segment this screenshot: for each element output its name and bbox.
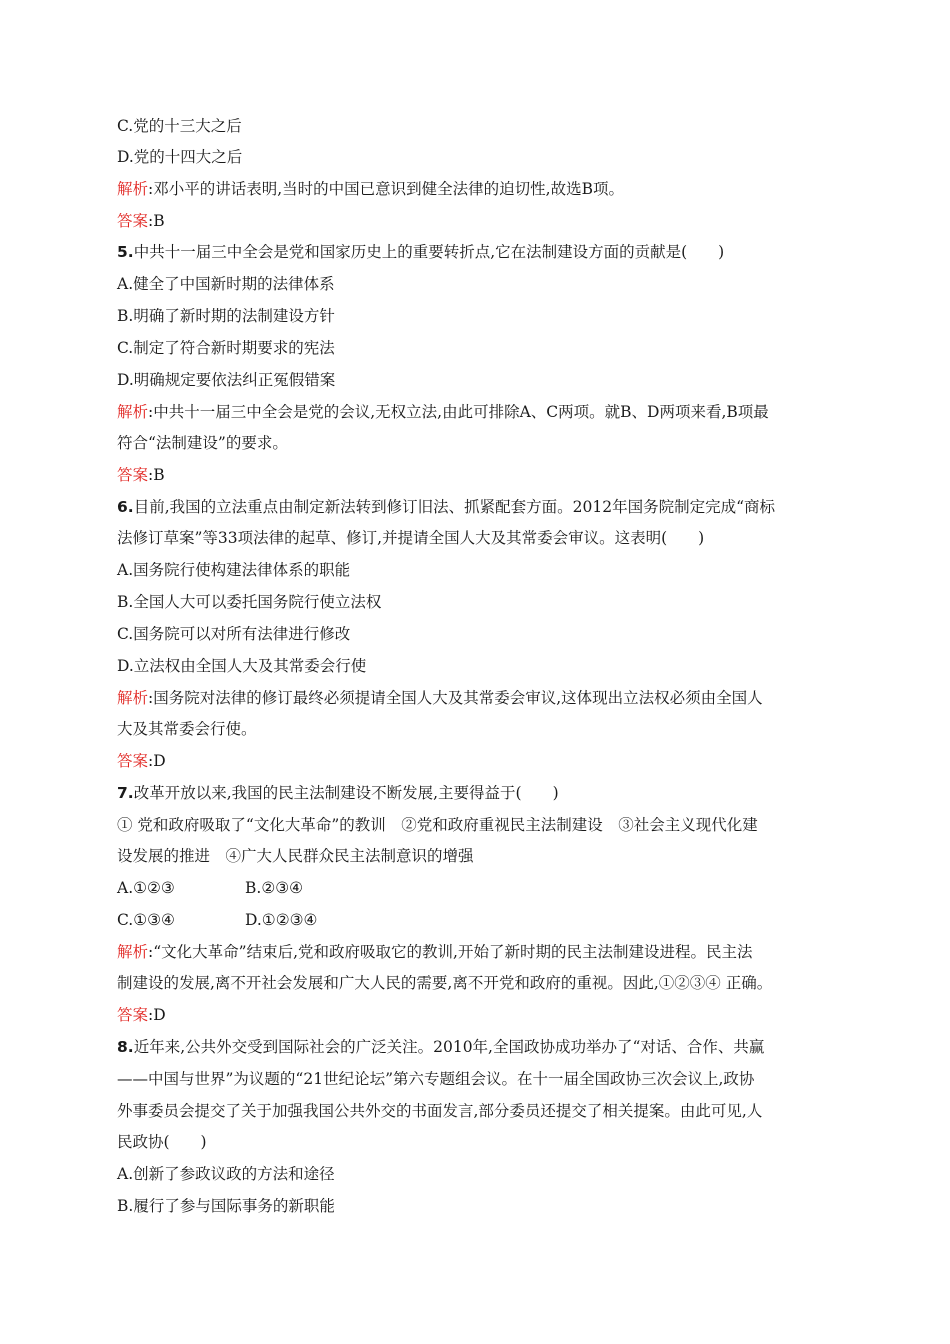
q8-option-a: A.创新了参政议政的方法和途径 bbox=[117, 1165, 335, 1183]
q7-options-row-1 bbox=[117, 877, 304, 899]
answer-text: :D bbox=[148, 752, 166, 770]
question-8-cont-3: 民政协( ) bbox=[117, 1133, 207, 1151]
explanation-label: 解析 bbox=[117, 180, 149, 198]
answer-text: :D bbox=[148, 1006, 166, 1024]
q6-explanation bbox=[117, 687, 763, 709]
explanation-label: 解析 bbox=[117, 403, 149, 421]
explanation-label: 解析 bbox=[117, 689, 149, 707]
q5-explanation-cont: 符合“法制建设”的要求。 bbox=[117, 434, 288, 452]
option-c-prev: C.党的十三大之后 bbox=[117, 117, 242, 135]
question-number: 8. bbox=[117, 1038, 134, 1056]
answer-prev bbox=[117, 210, 165, 232]
q8-option-b: B.履行了参与国际事务的新职能 bbox=[117, 1197, 335, 1215]
q5-answer bbox=[117, 464, 165, 486]
question-text: 目前,我国的立法重点由制定新法转到修订旧法、抓紧配套方面。2012年国务院制定完成“商标 bbox=[133, 498, 775, 516]
question-8-cont-2: 外事委员会提交了关于加强我国公共外交的书面发言,部分委员还提交了相关提案。由此可见,人 bbox=[117, 1102, 763, 1120]
question-8-cont-1: ——中国与世界”为议题的“21世纪论坛”第六专题组会议。在十一届全国政协三次会议上,政协 bbox=[117, 1070, 755, 1088]
q7-answer bbox=[117, 1004, 166, 1026]
explanation-text: :邓小平的讲话表明,当时的中国已意识到健全法律的迫切性,故选B项。 bbox=[148, 180, 624, 198]
q6-option-b: B.全国人大可以委托国务院行使立法权 bbox=[117, 593, 382, 611]
answer-text: :B bbox=[148, 466, 165, 484]
explanation-label: 解析 bbox=[117, 943, 149, 961]
question-8 bbox=[117, 1036, 764, 1058]
q6-option-c: C.国务院可以对所有法律进行修改 bbox=[117, 625, 351, 643]
question-7 bbox=[117, 782, 559, 804]
q6-option-d: D.立法权由全国人大及其常委会行使 bbox=[117, 657, 367, 675]
q6-explanation-cont: 大及其常委会行使。 bbox=[117, 720, 257, 738]
explanation-prev bbox=[117, 178, 624, 200]
q7-option-d: D.①②③④ bbox=[245, 911, 318, 929]
answer-label: 答案 bbox=[117, 1006, 149, 1024]
question-text: 改革开放以来,我国的民主法制建设不断发展,主要得益于( ) bbox=[133, 784, 559, 802]
question-text: 近年来,公共外交受到国际社会的广泛关注。2010年,全国政协成功举办了“对话、合作、共赢 bbox=[133, 1038, 765, 1056]
question-6 bbox=[117, 496, 775, 518]
q5-option-d: D.明确规定要依法纠正冤假错案 bbox=[117, 371, 336, 389]
question-number: 6. bbox=[117, 498, 134, 516]
q5-option-a: A.健全了中国新时期的法律体系 bbox=[117, 275, 335, 293]
q5-explanation bbox=[117, 401, 769, 423]
answer-label: 答案 bbox=[117, 466, 149, 484]
q7-explanation bbox=[117, 941, 752, 963]
explanation-text: :中共十一届三中全会是党的会议,无权立法,由此可排除A、C两项。就B、D两项来看,B项最 bbox=[148, 403, 769, 421]
q5-option-b: B.明确了新时期的法制建设方针 bbox=[117, 307, 335, 325]
explanation-text: :“文化大革命”结束后,党和政府吸取它的教训,开始了新时期的民主法制建设进程。民主法 bbox=[148, 943, 753, 961]
explanation-text: :国务院对法律的修订最终必须提请全国人大及其常委会审议,这体现出立法权必须由全国人 bbox=[148, 689, 763, 707]
question-6-cont: 法修订草案”等33项法律的起草、修订,并提请全国人大及其常委会审议。这表明( ) bbox=[117, 529, 705, 547]
answer-label: 答案 bbox=[117, 212, 149, 230]
question-number: 7. bbox=[117, 784, 134, 802]
answer-text: :B bbox=[148, 212, 165, 230]
q6-answer bbox=[117, 750, 166, 772]
q6-option-a: A.国务院行使构建法律体系的职能 bbox=[117, 561, 351, 579]
question-5 bbox=[117, 241, 724, 263]
q7-statements-cont: 设发展的推进 ④广大人民群众民主法制意识的增强 bbox=[117, 847, 474, 865]
q7-option-a: A.①②③ bbox=[117, 879, 175, 897]
question-number: 5. bbox=[117, 243, 134, 261]
question-text: 中共十一届三中全会是党和国家历史上的重要转折点,它在法制建设方面的贡献是( ) bbox=[133, 243, 725, 261]
answer-label: 答案 bbox=[117, 752, 149, 770]
option-d-prev: D.党的十四大之后 bbox=[117, 148, 243, 166]
q7-explanation-cont: 制建设的发展,离不开社会发展和广大人民的需要,离不开党和政府的重视。因此,①②③④ 正确。 bbox=[117, 974, 773, 992]
q7-option-c: C.①③④ bbox=[117, 911, 175, 929]
q7-option-b: B.②③④ bbox=[245, 879, 304, 897]
q5-option-c: C.制定了符合新时期要求的宪法 bbox=[117, 339, 335, 357]
q7-statements: ① 党和政府吸取了“文化大革命”的教训 ②党和政府重视民主法制建设 ③社会主义现代化建 bbox=[117, 816, 758, 834]
q7-options-row-2 bbox=[117, 909, 318, 931]
